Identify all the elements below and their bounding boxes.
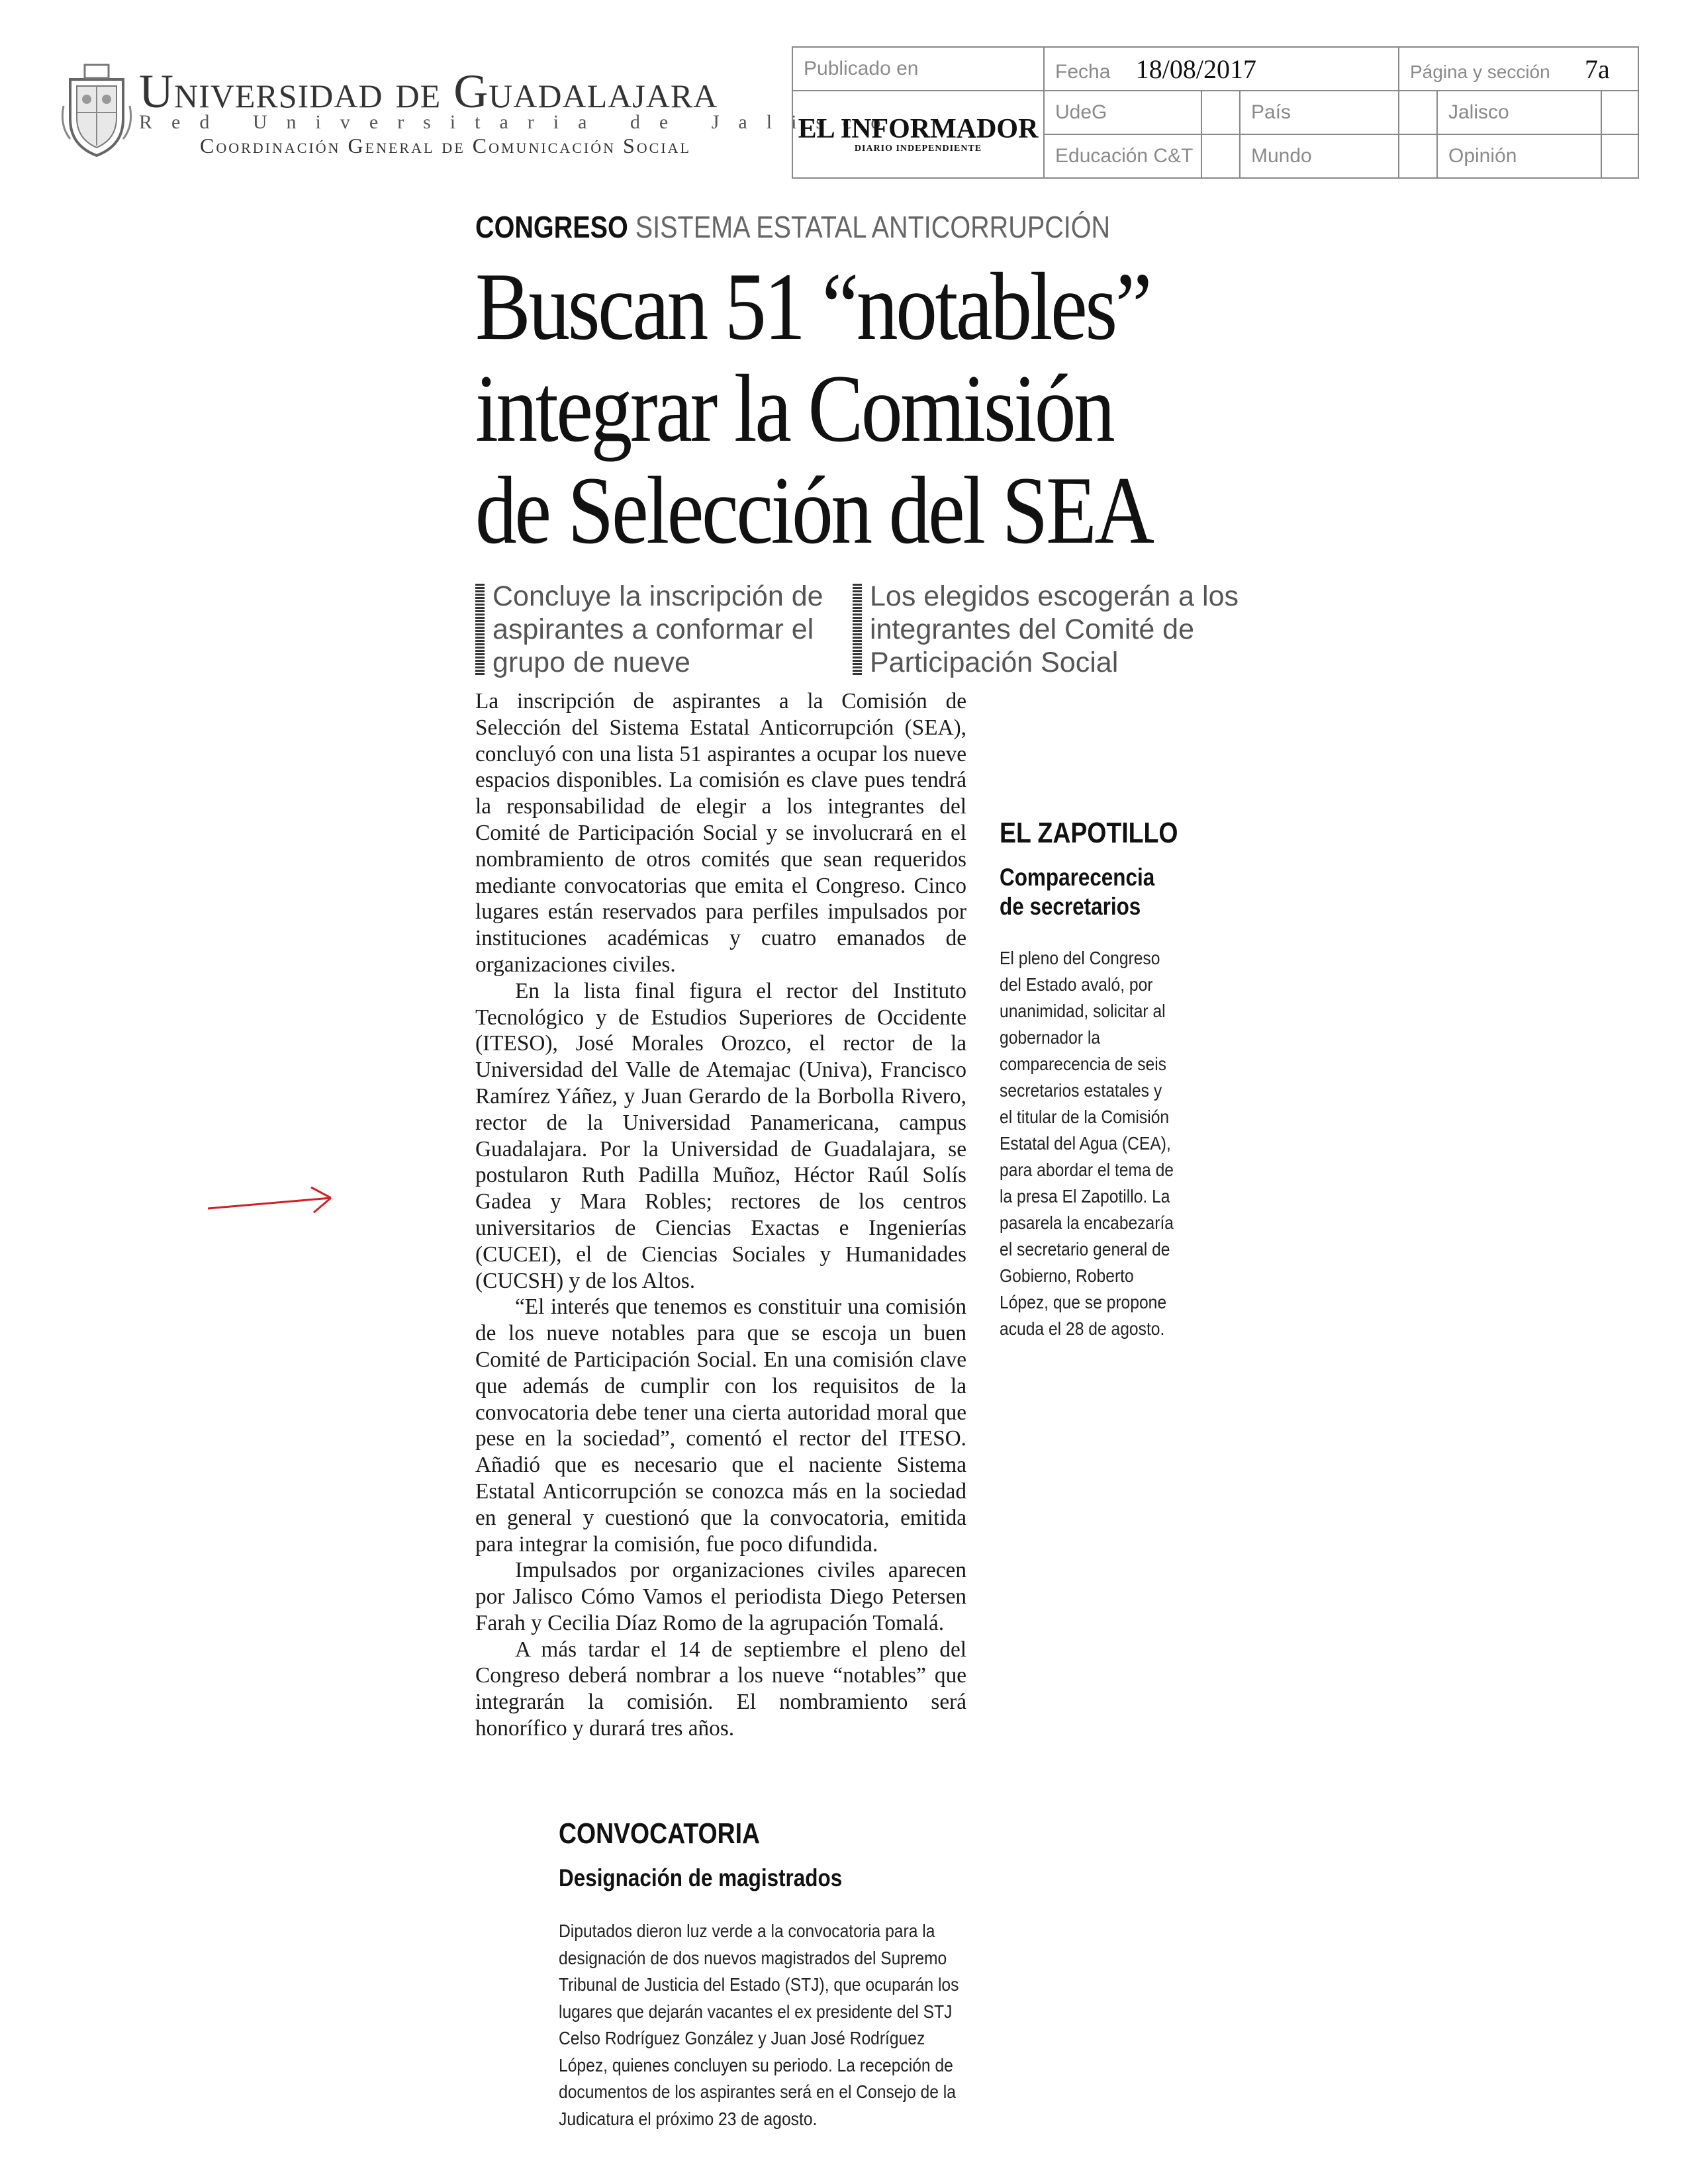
date-cell [1044,47,1399,91]
sidebar-body: El pleno del Congreso del Estado avaló, por unanimidad, solicitar al gobernador la comparecencia de seis secretarios estatales y el titular de la Comisión Estatal del Agua (CEA), para abordar el tema de la presa El Zapotillo. La pasarela la encabezaría el secretario general de Gobierno, Roberto López, que se propone acuda el 28 de agosto. [1000,948,1174,1339]
article-body [475,688,966,1742]
section-pais: País [1240,91,1399,134]
body-paragraph: La inscripción de aspirantes a la Comisión de Selección del Sistema Estatal Anticorrupción (SEA), concluyó con una lista 51 aspirantes a ocupar los nueve espacios disponibles. La comisión es clave pues tendrá la responsabilidad de elegir a los integrantes del Comité de Participación Social y se involucrará en el nombramiento de otros comités que sean requeridos mediante convocatorias que emita el Congreso. Cinco lugares están reservados para perfiles impulsados por instituciones académicas y cuatro emanados de organizaciones civiles. [475,689,966,977]
sidebar-kicker: EL ZAPOTILLO [1000,817,1178,849]
section-jalisco-check [1601,91,1638,134]
date-value: 18/08/2017 [1135,54,1256,84]
newspaper-tagline: DIARIO INDEPENDIENTE [854,144,982,154]
page-label: Página y sección [1410,61,1550,82]
university-crest-icon [57,60,136,159]
deck-left: Concluye la inscripción de aspirantes a conformar el grupo de nueve [475,580,863,679]
article-headline [475,253,1158,564]
section-jalisco: Jalisco [1437,91,1601,134]
published-in-label: Publicado en [792,47,1044,91]
body-paragraph: En la lista final figura el rector del Instituto Tecnológico y de Estudios Superiores de Occidente (ITESO), José Morales Orozco, el rector de la Universidad del Valle de Atemajac (Univa), Francisco Ramírez Yáñez, y Juan Gerardo de la Borbolla Rivero, rector de la Universidad Panamericana, campus Guadalajara. Por la Universidad de Guadalajara, se postularon Ruth Padilla Muñoz, Héctor Raúl Solís Gadea y Mara Robles; rectores de los centros universitarios de Ciencias Exactas e Ingenierías (CUCEI), el de Ciencias Sociales y Humanidades (CUCSH) y de los Altos. [475,978,966,1293]
university-name: Universidad de Guadalajara [139,65,718,118]
page-value: 7a [1585,54,1610,84]
section-mundo: Mundo [1240,134,1399,178]
deck-right: Los elegidos escogerán a los integrantes del Comité de Participación Social [853,580,1254,679]
body-paragraph: A más tardar el 14 de septiembre el pleno del Congreso deberá nombrar a los nueve “notables” que integrarán la comisión. El nombramiento será honorífico y durará tres años. [475,1637,966,1741]
page-cell [1399,47,1638,91]
newspaper-name: EL INFORMADOR [798,114,1039,144]
section-educacion-check [1201,134,1240,178]
headline-line: Buscan 51 “notables” [475,253,1150,360]
section-pais-check [1399,91,1437,134]
section-educacion: Educación C&T [1044,134,1201,178]
section-udeg-check [1201,91,1240,134]
section-opinion: Opinión [1437,134,1601,178]
sidebar-title: Comparecencia de secretarios [1000,864,1155,920]
brief-title: Designación de magistrados [559,1864,843,1891]
article-kicker [475,209,1110,245]
newspaper-logo [792,91,1044,178]
brief-kicker: CONVOCATORIA [559,1817,761,1850]
communication-office: Coordinación General de Comunicación Social [200,134,691,158]
section-opinion-check [1601,134,1638,178]
sidebar-brief [1000,815,1178,1342]
date-label: Fecha [1055,60,1111,83]
brief-body: Diputados dieron luz verde a la convocatoria para la designación de dos nuevos magistrados del Supremo Tribunal de Justicia del Estado (STJ), que ocuparán los lugares que dejarán vacantes el ex presidente del STJ Celso Rodríguez González y Juan José Rodríguez López, quienes concluyen su periodo. La recepción de documentos de los aspirantes será en el Consejo de la Judicatura el próximo 23 de agosto. [559,1921,959,2129]
red-arrow-icon [205,1185,338,1215]
section-udeg: UdeG [1044,91,1201,134]
kicker-topic: SISTEMA ESTATAL ANTICORRUPCIÓN [635,210,1111,244]
body-paragraph: “El interés que tenemos es constituir una comisión de los nueve notables para que se escoja un buen Comité de Participación Social. En una comisión clave que además de cumplir con los requisitos de la convocatoria debe tener una cierta autoridad moral que pese en la sociedad”, comentó el rector del ITESO. Añadió que es necesario que el naciente Sistema Estatal Anticorrupción se conozca más en la sociedad en general y cuestionó que la convocatoria, emitida para integrar la comisión, fue poco difundida. [475,1295,966,1557]
publication-info-table [792,46,1639,179]
body-paragraph: Impulsados por organizaciones civiles aparecen por Jalisco Cómo Vamos el periodista Diego Petersen Farah y Cecilia Díaz Romo de la agrupación Tomalá. [475,1558,966,1635]
convocatoria-brief [559,1816,982,2132]
headline-line: de Selección del SEA [475,457,1152,564]
headline-line: integrar la Comisión [475,355,1113,462]
section-mundo-check [1399,134,1437,178]
university-network: Red Universitaria de Jalisco [139,111,900,133]
kicker-section: CONGRESO [475,210,628,244]
